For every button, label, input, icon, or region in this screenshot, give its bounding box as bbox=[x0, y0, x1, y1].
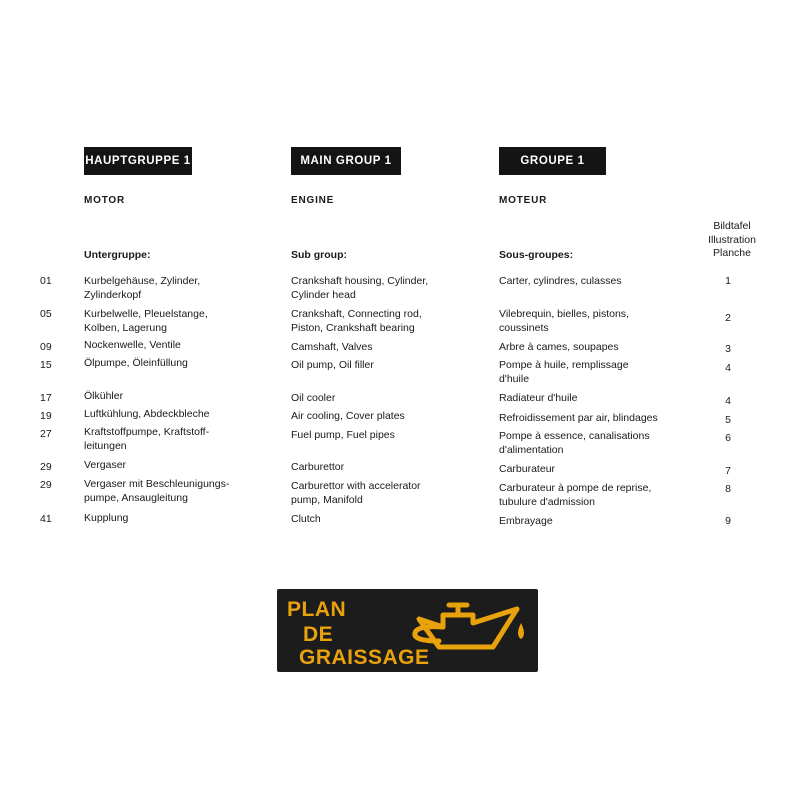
row-label-fr: Arbre à cames, soupapes bbox=[499, 341, 619, 353]
row-number: 15 bbox=[40, 359, 52, 371]
row-number: 01 bbox=[40, 275, 52, 287]
row-label-en: Carburettor bbox=[291, 461, 345, 473]
plan-de-graissage-logo bbox=[277, 589, 538, 672]
oil-can-icon bbox=[409, 601, 529, 661]
section-title-en: ENGINE bbox=[291, 195, 335, 206]
section-title-de: MOTOR bbox=[84, 195, 126, 206]
row-label-de: Luftkühlung, Abdeckbleche bbox=[84, 408, 210, 420]
row-number: 17 bbox=[40, 392, 52, 404]
row-label-de: Kupplung bbox=[84, 512, 129, 524]
row-plate: 4 bbox=[725, 395, 731, 407]
row-label-en: Oil cooler bbox=[291, 392, 336, 404]
row-label-de: Vergaser mit Beschleunigungs- pumpe, Ansaugleitung bbox=[84, 478, 230, 504]
header-en: MAIN GROUP 1 bbox=[291, 147, 401, 175]
row-label-en: Air cooling, Cover plates bbox=[291, 410, 405, 422]
header-fr: GROUPE 1 bbox=[499, 147, 606, 175]
row-label-fr: Carter, cylindres, culasses bbox=[499, 275, 622, 287]
row-plate: 4 bbox=[725, 362, 731, 374]
subgroup-label-de: Untergruppe: bbox=[84, 249, 151, 261]
row-plate: 8 bbox=[725, 483, 731, 495]
row-label-fr: Radiateur d'huile bbox=[499, 392, 578, 404]
row-number: 27 bbox=[40, 428, 52, 440]
row-label-en: Crankshaft housing, Cylinder, Cylinder head bbox=[291, 275, 429, 301]
row-label-fr: Carburateur bbox=[499, 463, 556, 475]
row-number: 05 bbox=[40, 308, 52, 320]
logo-text-line3: GRAISSAGE bbox=[299, 646, 430, 669]
row-plate: 3 bbox=[725, 343, 731, 355]
row-label-en: Camshaft, Valves bbox=[291, 341, 373, 353]
row-plate: 2 bbox=[725, 312, 731, 324]
row-plate: 7 bbox=[725, 465, 731, 477]
row-label-en: Carburettor with accelerator pump, Manifold bbox=[291, 480, 421, 506]
row-label-de: Vergaser bbox=[84, 459, 127, 471]
row-number: 29 bbox=[40, 461, 52, 473]
row-label-de: Kraftstoffpumpe, Kraftstoff- leitungen bbox=[84, 426, 210, 452]
logo-text-line1: PLAN bbox=[287, 598, 347, 621]
row-number: 29 bbox=[40, 479, 52, 491]
row-label-de: Ölkühler bbox=[84, 390, 124, 402]
row-number: 19 bbox=[40, 410, 52, 422]
subgroup-label-fr: Sous-groupes: bbox=[499, 249, 574, 261]
row-label-en: Fuel pump, Fuel pipes bbox=[291, 429, 395, 441]
row-label-fr: Carburateur à pompe de reprise, tubulure d'admission bbox=[499, 482, 652, 508]
row-label-en: Oil pump, Oil filler bbox=[291, 359, 374, 371]
row-number: 09 bbox=[40, 341, 52, 353]
row-label-en: Clutch bbox=[291, 513, 321, 525]
row-plate: 9 bbox=[725, 515, 731, 527]
row-plate: 5 bbox=[725, 414, 731, 426]
row-label-fr: Refroidissement par air, blindages bbox=[499, 412, 658, 424]
row-number: 41 bbox=[40, 513, 52, 525]
row-label-fr: Pompe à huile, remplissage d'huile bbox=[499, 359, 629, 385]
row-label-de: Ölpumpe, Öleinfüllung bbox=[84, 357, 188, 369]
logo-text-line2: DE bbox=[303, 623, 334, 646]
row-plate: 6 bbox=[725, 432, 731, 444]
row-label-fr: Pompe à essence, canalisations d'alimentation bbox=[499, 430, 650, 456]
row-plate: 1 bbox=[725, 275, 731, 287]
row-label-fr: Vilebrequin, bielles, pistons, coussinets bbox=[499, 308, 629, 334]
illustration-column-header: Bildtafel Illustration Planche bbox=[708, 220, 756, 259]
subgroup-label-en: Sub group: bbox=[291, 249, 347, 261]
row-label-en: Crankshaft, Connecting rod, Piston, Crankshaft bearing bbox=[291, 308, 422, 334]
row-label-de: Nockenwelle, Ventile bbox=[84, 339, 181, 351]
row-label-de: Kurbelwelle, Pleuelstange, Kolben, Lagerung bbox=[84, 308, 208, 334]
row-label-de: Kurbelgehäuse, Zylinder, Zylinderkopf bbox=[84, 275, 201, 301]
header-de: HAUPTGRUPPE 1 bbox=[84, 147, 192, 175]
row-label-fr: Embrayage bbox=[499, 515, 553, 527]
section-title-fr: MOTEUR bbox=[499, 195, 548, 206]
